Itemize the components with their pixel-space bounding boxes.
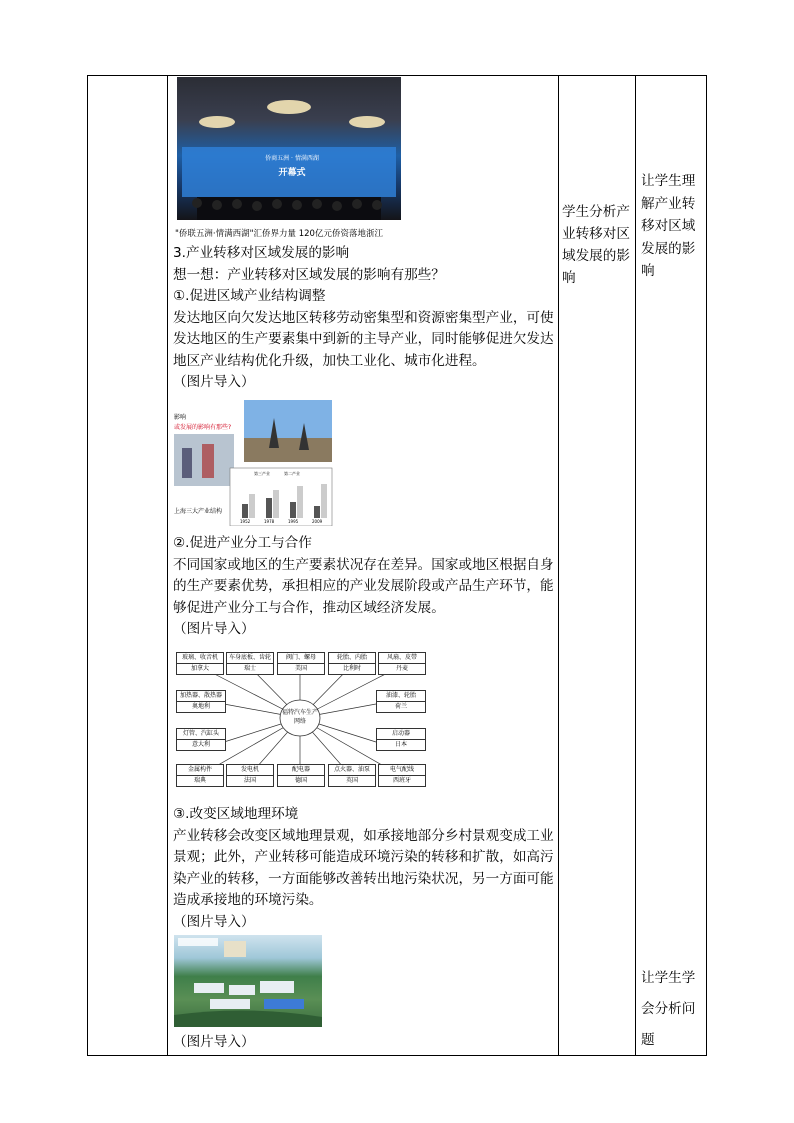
point-1-image-note: （图片导入） — [173, 374, 255, 390]
network-box-switzerland — [226, 652, 274, 675]
box-country: 西班牙 — [392, 777, 411, 784]
box-part: 启动器 — [377, 729, 425, 740]
collage-legend-2: 第二产业 — [284, 471, 300, 476]
box-part: 加热器、散热器 — [177, 691, 225, 702]
network-box-canada — [176, 652, 224, 675]
box-part: 电气配线 — [379, 765, 425, 776]
ford-network-diagram — [174, 646, 426, 799]
network-center: 福特汽车生产网络 — [282, 709, 319, 725]
point-2-body: 不同国家或地区的生产要素状况存在差异。国家或地区根据自身的生产要素优势，承担相应的产业发展阶段或产品生产环节，能够促进产业分工与合作，推动区域经济发展。 — [173, 556, 554, 616]
table-divider-3 — [635, 75, 636, 1055]
point-3-body: 产业转移会改变区域地理景观，如承接地部分乡村景观变成工业景观；此外，产业转移可能造成环境污染的转移和扩散，如高污染产业的转移，一方面能够改善转出地污染状况，另一方面可能造成承接地的环境污染。 — [173, 827, 554, 908]
conference-photo — [177, 77, 401, 220]
network-box-belgium — [328, 652, 376, 675]
point-2-image-note: （图片导入） — [173, 621, 255, 637]
box-part: 轮胎、内胎 — [329, 653, 375, 664]
table-top-border — [87, 75, 707, 76]
network-box-france — [226, 764, 274, 787]
collage-year-1: 1952 — [240, 519, 251, 524]
box-country: 奥地利 — [191, 703, 210, 710]
collage-label-question: 或发展的影响有那些? — [174, 424, 232, 431]
network-box-denmark — [378, 652, 426, 675]
box-country: 比利时 — [342, 665, 361, 672]
photo-caption: "侨联五洲·情满西湖"汇侨界力量 120亿元侨资落地浙江 — [175, 228, 405, 240]
industrial-park-photo — [174, 935, 322, 1027]
content-column-3 — [173, 804, 559, 933]
box-country: 法国 — [243, 777, 256, 784]
point-3-image-note: （图片导入） — [173, 913, 255, 930]
box-part: 风扇、皮带 — [379, 653, 425, 664]
network-box-germany — [277, 764, 325, 787]
box-part: 发电机 — [227, 765, 273, 776]
collage-year-3: 1995 — [288, 519, 299, 524]
point-2-heading: ②.促进产业分工与合作 — [173, 535, 312, 551]
point-1-body: 发达地区向欠发达地区转移劳动密集型和资源密集型产业，可使发达地区的生产要素集中到新的主导产业，同时能够促进欠发达地区产业结构优化升级，加快工业化、城市化进程。 — [173, 309, 554, 369]
bottom-image-note: （图片导入） — [173, 1034, 255, 1050]
box-country: 日本 — [394, 741, 407, 748]
box-country: 瑞士 — [243, 665, 256, 672]
collage-label-bottom: 上海三大产业结构 — [174, 508, 223, 515]
box-country: 丹麦 — [395, 665, 408, 672]
industry-collage-image — [174, 398, 334, 526]
lesson-table — [87, 75, 707, 1055]
box-part: 车身底板、齿轮 — [227, 653, 273, 664]
table-border-right — [706, 75, 707, 1055]
table-border-left — [87, 75, 88, 1055]
collage-year-2: 1978 — [264, 519, 275, 524]
box-part: 玻璃、收音机 — [177, 653, 223, 664]
box-part: 金属构件 — [177, 765, 223, 776]
box-country: 美国 — [294, 665, 307, 672]
box-country: 英国 — [345, 777, 358, 784]
network-box-uk — [328, 764, 376, 787]
box-country: 德国 — [294, 777, 307, 784]
section-heading: 3.产业转移对区域发展的影响 — [173, 245, 350, 261]
box-country: 瑞典 — [193, 777, 206, 784]
network-box-sweden — [176, 764, 224, 787]
banner-subtitle: 开幕式 — [278, 168, 306, 178]
teaching-intent-1: 让学生理解产业转移对区域发展的影响 — [641, 173, 696, 279]
student-activity: 学生分析产业转移对区域发展的影响 — [562, 204, 630, 286]
network-box-italy — [176, 728, 226, 751]
box-part: 灯管、汽缸头 — [177, 729, 225, 740]
box-part: 油漆、轮胎 — [377, 691, 425, 702]
collage-label-top: 影响 — [174, 414, 187, 421]
box-part: 点火器、油泵 — [329, 765, 375, 776]
banner-headline: 侨商五洲 · 情满西湖 — [265, 155, 319, 162]
point-1-heading: ①.促进区域产业结构调整 — [173, 288, 326, 304]
network-box-spain — [378, 764, 426, 787]
box-part: 配电器 — [278, 765, 324, 776]
box-part: 阀门、螺母 — [278, 653, 324, 664]
collage-legend-1: 第三产业 — [254, 471, 270, 476]
box-country: 意大利 — [191, 741, 210, 748]
network-box-japan — [376, 728, 426, 751]
table-bottom-border — [87, 1055, 707, 1056]
collage-year-4: 2009 — [312, 519, 323, 524]
box-country: 加拿大 — [190, 665, 209, 672]
network-box-austria — [176, 690, 226, 713]
content-column-2 — [173, 533, 559, 641]
network-box-netherlands — [376, 690, 426, 713]
network-box-usa — [277, 652, 325, 675]
content-column — [173, 243, 559, 394]
teaching-intent-2: 让学生学会分析问题 — [641, 970, 696, 1048]
point-3-heading: ③.改变区域地理环境 — [173, 806, 299, 822]
box-country: 荷兰 — [394, 703, 407, 710]
table-divider-1 — [167, 75, 168, 1055]
question-prompt: 想一想：产业转移对区域发展的影响有那些？ — [173, 266, 445, 283]
